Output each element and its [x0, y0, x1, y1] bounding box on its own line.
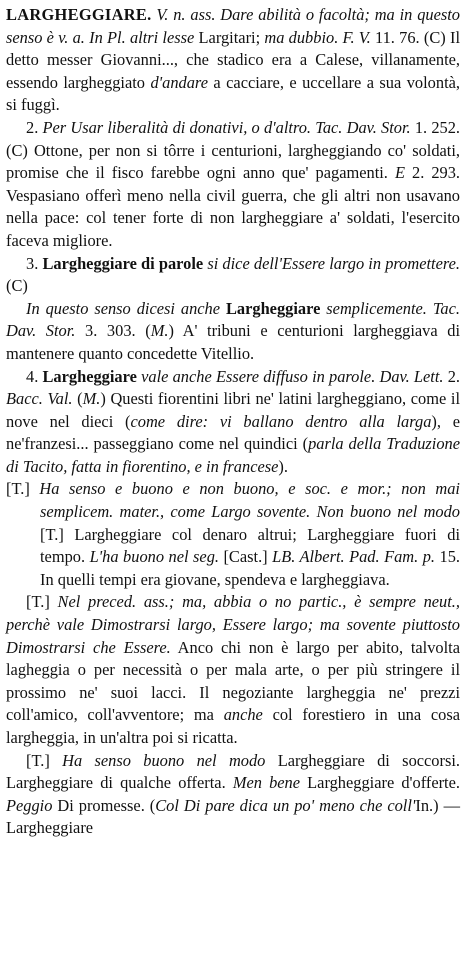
- sense-definition: si dice dell'Essere largo in promettere.: [203, 253, 461, 273]
- citation-emphasis: d'andare: [150, 72, 208, 92]
- example-text: [T.] Largheggiare col denaro altrui; Largheggiare fuori di tempo.: [40, 524, 460, 567]
- usage-note: Col Di pare dica un po' meno che coll': [155, 795, 416, 815]
- citation-text: ) Questi fiorentini libri ne' latini largheggiano, come il nove nel dieci (: [6, 389, 461, 431]
- citation-text-mid: ), e ne'franzesi... passeggiano come nel quindici (: [6, 411, 460, 454]
- entry-note-t1: [6, 478, 460, 591]
- headword: LARGHEGGIARE.: [6, 5, 152, 24]
- citation-text: 11. 76. (C) Il detto messer Giovanni..., che stadico era a Calese, villanamente, essendo largheggiato: [6, 27, 460, 92]
- citation-text: ) A' tribuni e centurioni largheggiava di mantenere quanto concedette Vitellio.: [6, 321, 460, 363]
- note-text: Ha senso buono nel modo: [62, 750, 266, 770]
- sense-number: 3.: [26, 253, 43, 273]
- source-tag: M.: [150, 321, 169, 341]
- note-marker: [T.]: [6, 479, 40, 499]
- source-tag: (C): [6, 276, 28, 296]
- example-text-end: col forestiero in una cosa largheggia, in un'altra poi si ricatta.: [6, 705, 460, 747]
- example-text-3: Di promesse. (: [52, 795, 156, 815]
- note-marker: [T.]: [26, 750, 63, 770]
- variant-note: ma dubbio. F. V.: [264, 27, 371, 47]
- note-marker: [T.]: [26, 592, 58, 612]
- citation-ref: 2.: [443, 366, 460, 386]
- source-tag: [Cast.]: [218, 547, 273, 567]
- usage-label-2: Peggio: [6, 795, 53, 815]
- citation-ref: 3. 303. (: [75, 321, 151, 341]
- citation-text-end: a cacciare, e uccellare a sua volontà, si fuggì.: [6, 72, 460, 115]
- sense-definition: vale anche Essere diffuso in parole. Dav. Lett.: [136, 366, 444, 386]
- source-abbrev: Bacc. Val.: [6, 389, 73, 409]
- source-abbrev: LB. Albert. Pad. Fam. p.: [272, 547, 436, 567]
- note-emphasis: anche: [223, 705, 263, 725]
- sense-definition: Per Usar liberalità di donativi, o d'altro. Tac. Dav. Stor.: [42, 117, 411, 137]
- citation-text-end: 2. 293. Vespasiano offerì meno nella civil guerra, che gli altri non usavano nella pace: col tener forte di non largheggiare a' soldati, l'esercito faceva migliore.: [6, 163, 461, 250]
- usage-label: Men bene: [232, 773, 301, 793]
- sense-number: 2.: [26, 117, 43, 137]
- source-abbrev: E: [394, 163, 405, 183]
- sense-phrase: Largheggiare: [225, 298, 321, 318]
- note-source: semplicemente. Tac. Dav. Stor.: [6, 298, 461, 341]
- entry-sense-3-note: [6, 298, 460, 366]
- note-text: In questo senso dicesi anche: [26, 298, 226, 318]
- gloss: come dire: vi ballano dentro alla larga: [130, 411, 432, 431]
- citation-text: 15. In quelli tempi era giovane, spendeva e largheggiava.: [40, 547, 460, 589]
- source-tag: M.: [82, 389, 101, 409]
- entry-sense-4: [6, 366, 460, 479]
- example-text-end: In.) — Largheggiare: [6, 795, 460, 838]
- grammar-note: V. n. ass. Dare abilità o facoltà; ma in questo senso è v. a. In Pl. altri lesse: [6, 5, 460, 47]
- citation-text: 1. 252. (C) Ottone, per non si tôrre i centurioni, largheggiando co' soldati, promise che il fisco farebbe ogni anno que' pagamenti.: [6, 117, 461, 183]
- example-text: Anco chi non è largo per abito, talvolta lagheggia o per necessità o per mala arte, o per più stringere il prossimo ne' suoi lacci. Il negoziante largheggia ne' prezzi coll'amico, coll'avventore; ma: [6, 637, 460, 725]
- sense-number: 4.: [26, 366, 43, 386]
- entry-sense-2: [6, 117, 460, 253]
- entry-sense-3: [6, 253, 460, 298]
- entry-note-t2: [6, 591, 460, 749]
- sense-phrase: Largheggiare: [42, 366, 137, 386]
- paren-open: (: [72, 389, 83, 409]
- note-text-2: L'ha buono nel seg.: [89, 547, 219, 567]
- example-text-2: Largheggiare d'offerte.: [300, 773, 460, 793]
- entry-note-t3: [6, 750, 460, 840]
- variant-form: Largitari;: [194, 27, 265, 47]
- example-text: Largheggiare di soccorsi. Largheggiare di qualche offerta.: [6, 750, 460, 793]
- sense-phrase: Largheggiare di parole: [42, 253, 204, 273]
- note-text: Nel preced. ass.; ma, abbia o no partic., è sempre neut., perchè vale Dimostrarsi largo, Essere largo; ma sovente piuttosto Dimostrarsi che Essere.: [6, 592, 460, 657]
- gloss-note: parla della Traduzione di Tacito, fatta in fiorentino, e in francese: [6, 434, 460, 476]
- note-text: Ha senso e buono e non buono, e soc. e mor.; non mai semplicem. mater., come Largo sovente. Non buono nel modo: [39, 479, 460, 522]
- entry-definition-main: [6, 4, 460, 117]
- citation-text-end: ).: [278, 456, 288, 476]
